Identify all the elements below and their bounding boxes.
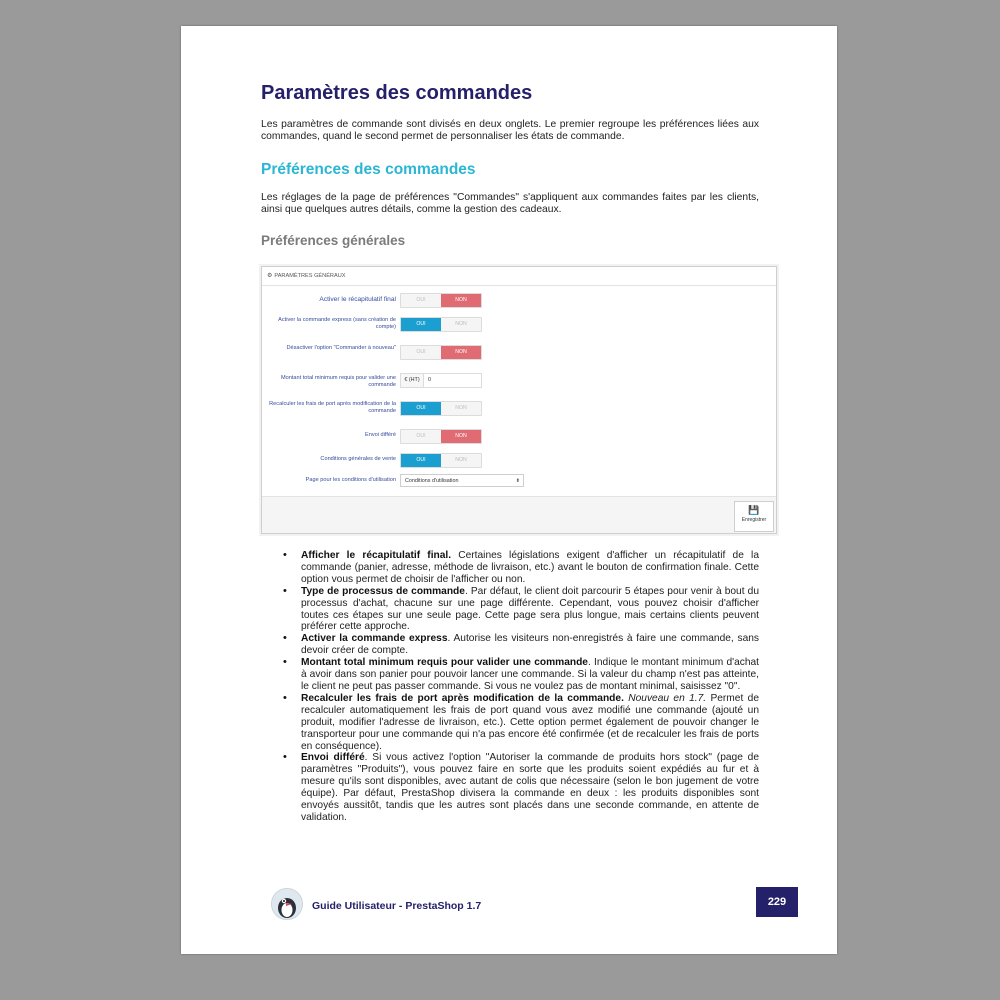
toggle-no[interactable]: NON <box>441 346 481 359</box>
terms-toggle[interactable] <box>400 453 482 468</box>
panel-header <box>262 267 776 286</box>
toggle-no[interactable]: NON <box>441 318 481 331</box>
toggle-yes[interactable]: OUI <box>401 346 441 359</box>
terms-page-selected: Conditions d'utilisation <box>405 478 459 484</box>
list-item <box>261 586 759 634</box>
page-title: Paramètres des commandes <box>261 82 533 104</box>
toggle-yes[interactable]: OUI <box>401 294 441 307</box>
bullet-text: . Par défaut, le client doit parcourir 5 étapes pour venir à bout du processus d'achat, chacune sur une page différente. Cependant, vous pouvez choisir d'afficher toutes ces étapes sur une seule page. Cette page sera plus longue, mais certains clients peuvent préférer cette approche. <box>301 585 759 633</box>
bullet-term: Type de processus de commande <box>301 585 465 597</box>
bullet-term: Montant total minimum requis pour valider une commande <box>301 657 588 669</box>
terms-page-select[interactable] <box>400 474 524 487</box>
options-bullet-list <box>261 550 759 824</box>
recalculate-shipping-toggle[interactable] <box>400 401 482 416</box>
save-button-label: Enregistrer <box>741 517 767 523</box>
footer-guide-title: Guide Utilisateur - PrestaShop 1.7 <box>312 900 482 912</box>
page-number-badge: 229 <box>756 887 798 917</box>
list-item <box>261 550 759 586</box>
toggle-yes[interactable]: OUI <box>401 318 441 331</box>
currency-unit: € (HT) <box>401 374 424 387</box>
delayed-shipping-toggle[interactable] <box>400 429 482 444</box>
setting-label: Recalculer les frais de port après modification de la commande <box>269 401 396 414</box>
bullet-term: Recalculer les frais de port après modification de la commande. <box>301 692 624 704</box>
bullet-term: Activer la commande express <box>301 633 448 645</box>
save-button[interactable] <box>734 501 774 532</box>
document-page <box>181 26 837 954</box>
toggle-no[interactable]: NON <box>441 430 481 443</box>
subsection-title: Préférences générales <box>261 233 406 248</box>
section-title: Préférences des commandes <box>261 161 476 178</box>
bullet-text: . Si vous activez l'option "Autoriser la commande de produits hors stock" (page de paramètres "Produits"), vous pouvez faire en sorte que les produits soient expédiés au fur et à mesure qu'ils sont disponibles, avec autant de colis que nécessaire (selon le bon jugement de votre équipe). Par défaut, PrestaShop divisera la commande en deux : les produits disponibles sont envoyés aussitôt, tandis que les autres sont placés dans une seconde commande, en attente de validation. <box>301 752 759 823</box>
bullet-note: Nouveau en 1.7. <box>623 692 707 704</box>
bullet-text: Permet de recalculer automatiquement les frais de port quand vous avez modifié une commande (ajouté un produit, modifier l'adresse de livraison, etc.). Cette option permet également de pouvoir changer le transporteur pour une commande qui n'a pas encore été confirmée (et de recalculer les frais de ports en conséquence). <box>301 692 759 752</box>
reorder-toggle[interactable] <box>400 345 482 360</box>
list-item <box>261 752 759 823</box>
bullet-term: Envoi différé <box>301 752 365 764</box>
express-checkout-toggle[interactable] <box>400 317 482 332</box>
bullet-text: . Autorise les visiteurs non-enregistrés à faire une commande, sans devoir créer de compte. <box>301 633 759 657</box>
setting-label: Montant total minimum requis pour valider une commande <box>280 375 396 388</box>
setting-label: Désactiver l'option "Commander à nouveau" <box>286 345 396 351</box>
floppy-disk-icon: 💾 <box>748 505 760 515</box>
toggle-yes[interactable]: OUI <box>401 430 441 443</box>
select-arrows-icon: ⬍ <box>515 478 520 484</box>
setting-label: Activer le récapitulatif final <box>319 296 396 303</box>
toggle-yes[interactable]: OUI <box>401 454 441 467</box>
minimum-amount-input[interactable] <box>400 373 482 388</box>
setting-label: Envoi différé <box>365 432 396 438</box>
intro-paragraph: Les paramètres de commande sont divisés en deux onglets. Le premier regroupe les préférences liées aux commandes, quand le second permet de personnaliser les états de commande. <box>261 119 759 142</box>
settings-panel-screenshot <box>261 266 777 534</box>
section-intro-paragraph: Les réglages de la page de préférences "Commandes" s'appliquent aux commandes faites par les clients, ainsi que quelques autres détails, comme la gestion des cadeaux. <box>261 192 759 215</box>
setting-label: Activer la commande express (sans création de compte) <box>278 317 396 330</box>
list-item <box>261 657 759 693</box>
setting-label: Page pour les conditions d'utilisation <box>305 477 396 483</box>
bullet-text: Certaines législations exigent d'afficher un récapitulatif de la commande (panier, adresse, méthode de livraison, etc.) avant le bouton de confirmation finale. Cette option vous permet de choisir de l'afficher ou non. <box>301 550 759 585</box>
final-summary-toggle[interactable] <box>400 293 482 308</box>
toggle-no[interactable]: NON <box>441 402 481 415</box>
panel-footer <box>262 496 776 533</box>
gears-icon: ⚙ <box>267 273 273 279</box>
toggle-no[interactable]: NON <box>441 294 481 307</box>
bullet-text: . Indique le montant minimum d'achat à avoir dans son panier pour pouvoir lancer une commande. Si la valeur du champ n'est pas atteinte, le client ne peut pas passer commande. Si vous ne voulez pas de montant minimal, saisissez "0". <box>301 657 759 692</box>
toggle-no[interactable]: NON <box>441 454 481 467</box>
bullet-term: Afficher le récapitulatif final. <box>301 550 452 561</box>
panel-header-label: PARAMÈTRES GÉNÉRAUX <box>274 273 346 279</box>
toggle-yes[interactable]: OUI <box>401 402 441 415</box>
minimum-amount-value[interactable]: 0 <box>428 377 431 383</box>
setting-label: Conditions générales de vente <box>320 456 396 462</box>
list-item <box>261 633 759 657</box>
list-item <box>261 693 759 753</box>
prestashop-puffin-logo <box>271 888 303 920</box>
